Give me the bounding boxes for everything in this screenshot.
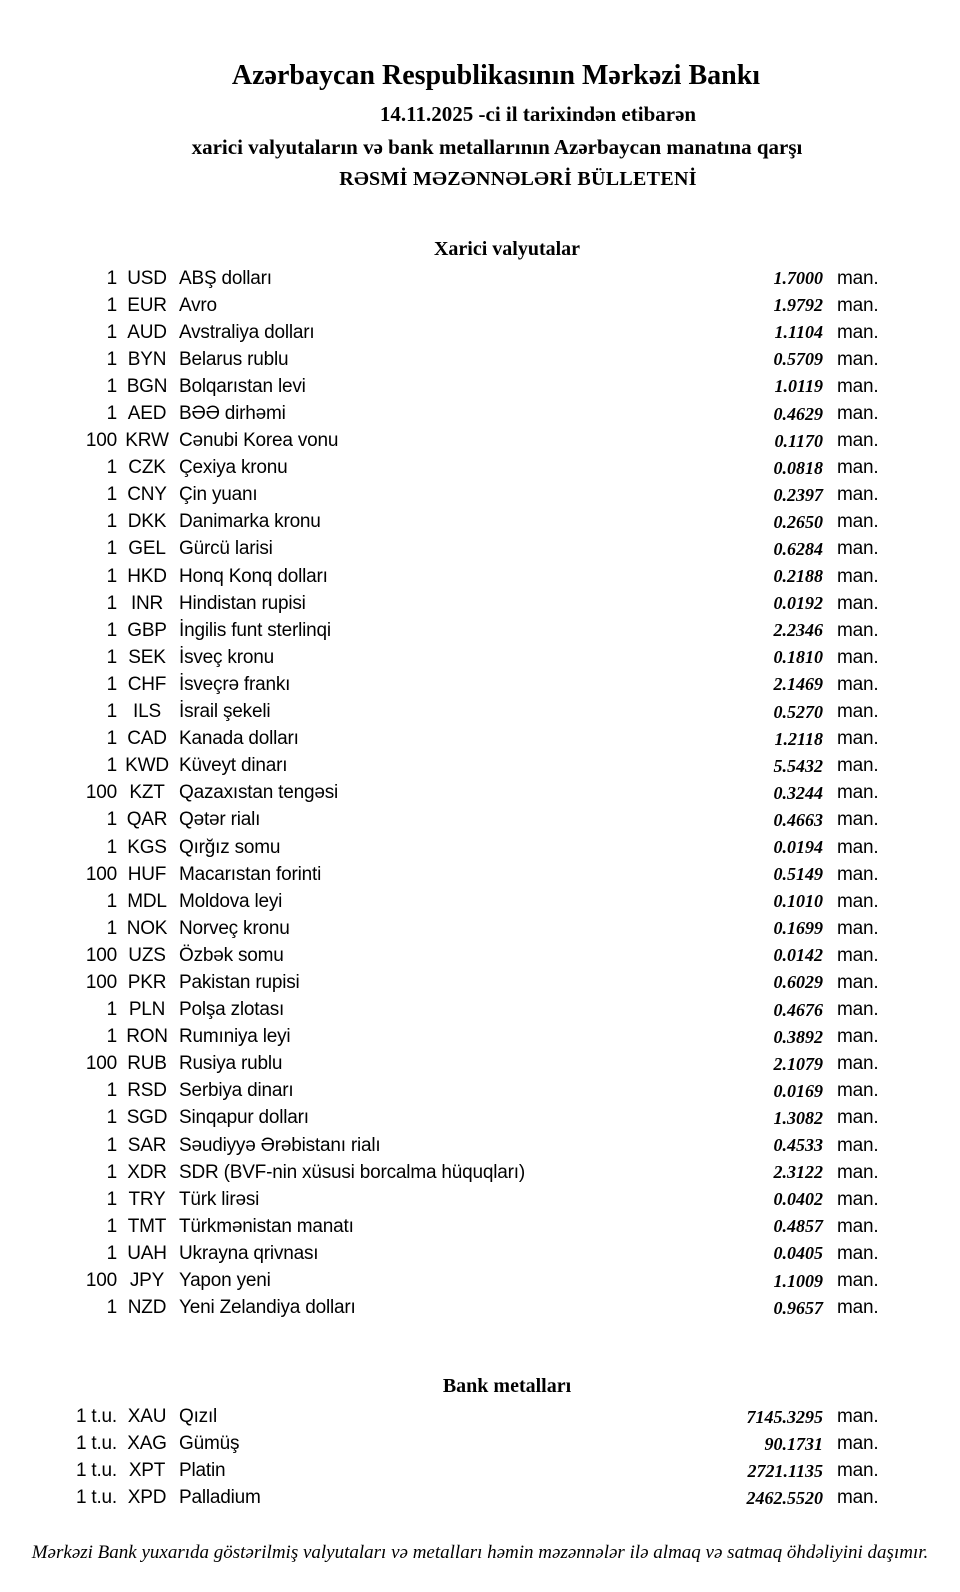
quantity-cell: 1 — [106, 375, 117, 397]
quantity-cell: 100 — [85, 863, 117, 885]
currency-row — [0, 1051, 887, 1078]
rate-cell: 0.5270 — [773, 701, 823, 722]
currency-code-cell: KZT — [129, 782, 165, 804]
currency-name-cell: İsveç kronu — [179, 646, 274, 668]
metals-table — [0, 1404, 887, 1512]
unit-label-cell: man. — [837, 971, 879, 993]
currency-code-cell: PKR — [127, 971, 167, 993]
currency-code-cell: SEK — [128, 646, 166, 668]
currency-row — [0, 699, 887, 726]
rate-cell: 1.0119 — [774, 376, 823, 397]
rate-cell: 2.2346 — [773, 620, 823, 641]
currency-row — [0, 726, 887, 753]
currency-code-cell: HKD — [127, 565, 167, 587]
currency-code-cell: XAU — [127, 1406, 167, 1428]
unit-label-cell: man. — [837, 755, 879, 777]
currency-code-cell: NZD — [127, 1297, 167, 1319]
currency-name-cell: Rusiya rublu — [179, 1053, 283, 1075]
rate-cell: 0.0169 — [773, 1080, 823, 1101]
rate-cell: 0.9657 — [773, 1297, 823, 1318]
currency-code-cell: AED — [127, 403, 167, 425]
currency-code-cell: RON — [126, 1026, 168, 1048]
currency-name-cell: Cənubi Korea vonu — [179, 430, 339, 452]
quantity-cell: 1 — [106, 1297, 117, 1319]
quantity-cell: 100 — [85, 1270, 117, 1292]
currency-row — [0, 780, 887, 807]
currency-name-cell: Gümüş — [179, 1433, 240, 1455]
unit-label-cell: man. — [837, 430, 879, 452]
quantity-cell: 1 — [106, 1188, 117, 1210]
unit-label-cell: man. — [837, 1406, 879, 1428]
currency-name-cell: Pakistan rupisi — [179, 971, 300, 993]
rate-cell: 2721.1135 — [747, 1460, 823, 1481]
currency-row — [0, 1105, 887, 1132]
rate-cell: 0.1170 — [774, 430, 823, 451]
quantity-cell: 1 — [106, 403, 117, 425]
currency-code-cell: TRY — [128, 1188, 166, 1210]
currency-name-cell: Ukrayna qrivnası — [179, 1242, 319, 1264]
quantity-cell: 1 — [106, 619, 117, 641]
rate-cell: 0.6284 — [773, 538, 823, 559]
currency-name-cell: Çin yuanı — [179, 484, 258, 506]
currency-row — [0, 265, 887, 292]
quantity-cell: 1 — [106, 1026, 117, 1048]
rate-cell: 0.0402 — [773, 1189, 823, 1210]
currency-row — [0, 482, 887, 509]
unit-label-cell: man. — [837, 1161, 879, 1183]
unit-label-cell: man. — [837, 809, 879, 831]
currency-row — [0, 1295, 887, 1322]
currency-name-cell: Türkmənistan manatı — [179, 1215, 354, 1237]
unit-label-cell: man. — [837, 1297, 879, 1319]
rate-cell: 90.1731 — [764, 1433, 823, 1454]
quantity-cell: 100 — [85, 782, 117, 804]
unit-label-cell: man. — [837, 863, 879, 885]
currency-row — [0, 617, 887, 644]
currency-code-cell: XPT — [128, 1460, 166, 1482]
unit-label-cell: man. — [837, 646, 879, 668]
quantity-cell: 1 — [106, 1242, 117, 1264]
currency-code-cell: USD — [127, 267, 167, 289]
currency-row — [0, 1159, 887, 1186]
subject-line: xarici valyutaların və bank metallarının Azərbaycan manatına qarşı — [191, 135, 803, 159]
rate-cell: 0.2650 — [773, 511, 823, 532]
currency-name-cell: Palladium — [179, 1487, 261, 1509]
quantity-cell: 1 — [106, 294, 117, 316]
quantity-cell: 1 — [106, 673, 117, 695]
rate-cell: 0.5149 — [773, 864, 823, 885]
rate-cell: 1.7000 — [773, 268, 823, 289]
quantity-cell: 1 — [106, 1107, 117, 1129]
unit-label-cell: man. — [837, 944, 879, 966]
rate-cell: 2462.5520 — [746, 1487, 823, 1508]
currency-code-cell: UAH — [127, 1242, 167, 1264]
rate-cell: 0.0405 — [773, 1243, 823, 1264]
quantity-cell: 1 t.u. — [75, 1487, 117, 1509]
rate-cell: 0.4533 — [773, 1135, 823, 1156]
currency-name-cell: İngilis funt sterlinqi — [179, 619, 331, 641]
quantity-cell: 1 — [106, 457, 117, 479]
rate-cell: 1.1009 — [773, 1270, 823, 1291]
currency-row — [0, 1186, 887, 1213]
unit-label-cell: man. — [837, 1433, 879, 1455]
currency-row — [0, 563, 887, 590]
currency-row — [0, 861, 887, 888]
currency-row — [0, 1132, 887, 1159]
rate-cell: 2.1469 — [773, 674, 823, 695]
currency-row — [0, 942, 887, 969]
quantity-cell: 1 t.u. — [75, 1406, 117, 1428]
currency-code-cell: KWD — [125, 755, 169, 777]
currency-code-cell: RUB — [127, 1053, 167, 1075]
currency-row — [0, 753, 887, 780]
currency-name-cell: Honq Konq dolları — [179, 565, 328, 587]
currency-name-cell: Platin — [179, 1460, 226, 1482]
quantity-cell: 100 — [85, 1053, 117, 1075]
unit-label-cell: man. — [837, 782, 879, 804]
rate-cell: 2.3122 — [773, 1162, 823, 1183]
currency-code-cell: RSD — [127, 1080, 167, 1102]
currency-code-cell: GBP — [127, 619, 167, 641]
currency-code-cell: CNY — [127, 484, 167, 506]
currency-row — [0, 590, 887, 617]
currencies-table — [0, 265, 887, 1322]
rate-cell: 0.4663 — [773, 809, 823, 830]
currency-name-cell: Hindistan rupisi — [179, 592, 306, 614]
rate-cell: 5.5432 — [773, 755, 823, 776]
currency-code-cell: PLN — [128, 999, 166, 1021]
currency-code-cell: CZK — [128, 457, 166, 479]
unit-label-cell: man. — [837, 1242, 879, 1264]
currency-name-cell: Kanada dolları — [179, 728, 299, 750]
currency-row — [0, 292, 887, 319]
rate-cell: 7145.3295 — [746, 1406, 823, 1427]
currency-name-cell: Danimarka kronu — [179, 511, 321, 533]
quantity-cell: 1 — [106, 701, 117, 723]
unit-label-cell: man. — [837, 375, 879, 397]
currency-name-cell: Avro — [179, 294, 217, 316]
currency-name-cell: Küveyt dinarı — [179, 755, 288, 777]
currency-name-cell: Moldova leyi — [179, 890, 283, 912]
rate-cell: 0.1810 — [773, 647, 823, 668]
currency-name-cell: BƏƏ dirhəmi — [179, 403, 286, 425]
unit-label-cell: man. — [837, 1188, 879, 1210]
quantity-cell: 1 — [106, 646, 117, 668]
currency-code-cell: CAD — [127, 728, 167, 750]
currency-code-cell: JPY — [129, 1270, 165, 1292]
currency-code-cell: MDL — [127, 890, 167, 912]
currency-name-cell: Səudiyyə Ərəbistanı rialı — [179, 1134, 381, 1156]
currency-code-cell: BYN — [127, 348, 167, 370]
currency-code-cell: ILS — [133, 701, 161, 723]
currency-name-cell: Qətər rialı — [179, 809, 261, 831]
unit-label-cell: man. — [837, 701, 879, 723]
unit-label-cell: man. — [837, 1460, 879, 1482]
rate-cell: 0.6029 — [773, 972, 823, 993]
currency-row — [0, 319, 887, 346]
unit-label-cell: man. — [837, 917, 879, 939]
currency-row — [0, 373, 887, 400]
currency-code-cell: HUF — [127, 863, 167, 885]
currency-code-cell: EUR — [127, 294, 167, 316]
currency-row — [0, 997, 887, 1024]
currency-name-cell: Özbək somu — [179, 944, 284, 966]
metal-row — [0, 1485, 887, 1512]
currency-code-cell: QAR — [126, 809, 168, 831]
currency-code-cell: TMT — [127, 1215, 167, 1237]
currency-row — [0, 1213, 887, 1240]
quantity-cell: 1 — [106, 836, 117, 858]
currency-name-cell: SDR (BVF-nin xüsusi borcalma hüquqları) — [179, 1161, 525, 1183]
quantity-cell: 1 t.u. — [75, 1460, 117, 1482]
rate-cell: 0.3892 — [773, 1026, 823, 1047]
quantity-cell: 1 — [106, 755, 117, 777]
currency-name-cell: Türk lirəsi — [179, 1188, 260, 1210]
currency-code-cell: BGN — [126, 375, 168, 397]
rate-cell: 0.1010 — [773, 891, 823, 912]
unit-label-cell: man. — [837, 1270, 879, 1292]
rate-cell: 2.1079 — [773, 1053, 823, 1074]
unit-label-cell: man. — [837, 267, 879, 289]
rate-cell: 0.0194 — [773, 837, 823, 858]
currency-row — [0, 644, 887, 671]
unit-label-cell: man. — [837, 294, 879, 316]
currency-name-cell: Macarıstan forinti — [179, 863, 322, 885]
unit-label-cell: man. — [837, 348, 879, 370]
quantity-cell: 1 — [106, 999, 117, 1021]
currency-name-cell: Yeni Zelandiya dolları — [179, 1297, 356, 1319]
currency-code-cell: UZS — [128, 944, 166, 966]
currency-row — [0, 834, 887, 861]
currency-name-cell: ABŞ dolları — [179, 267, 272, 289]
unit-label-cell: man. — [837, 457, 879, 479]
rate-cell: 0.2188 — [773, 566, 823, 587]
currency-row — [0, 1267, 887, 1294]
rate-cell: 1.1104 — [774, 322, 823, 343]
quantity-cell: 100 — [85, 944, 117, 966]
effective-date-line: 14.11.2025 -ci il tarixindən etibarən — [379, 102, 697, 126]
metal-row — [0, 1458, 887, 1485]
currency-row — [0, 915, 887, 942]
currency-row — [0, 536, 887, 563]
currency-code-cell: XDR — [127, 1161, 167, 1183]
rate-cell: 0.5709 — [773, 349, 823, 370]
unit-label-cell: man. — [837, 321, 879, 343]
rate-cell: 0.1699 — [773, 918, 823, 939]
currency-name-cell: Sinqapur dolları — [179, 1107, 309, 1129]
quantity-cell: 1 — [106, 1134, 117, 1156]
rate-cell: 1.9792 — [773, 295, 823, 316]
currency-code-cell: INR — [130, 592, 164, 614]
currency-row — [0, 1024, 887, 1051]
quantity-cell: 1 — [106, 321, 117, 343]
currency-code-cell: AUD — [127, 321, 167, 343]
currency-name-cell: Qızıl — [179, 1406, 218, 1428]
unit-label-cell: man. — [837, 484, 879, 506]
metal-row — [0, 1404, 887, 1431]
disclaimer-text: Mərkəzi Bank yuxarıda göstərilmiş valyutaları və metalları həmin məzənnələr ilə almaq və satmaq öhdəliyini daşımır. — [31, 1542, 929, 1564]
unit-label-cell: man. — [837, 1053, 879, 1075]
quantity-cell: 1 — [106, 917, 117, 939]
currency-code-cell: XAG — [127, 1433, 167, 1455]
bulletin-title: RƏSMİ MƏZƏNNƏLƏRİ BÜLLETENİ — [339, 168, 697, 190]
currency-code-cell: XPD — [127, 1487, 167, 1509]
unit-label-cell: man. — [837, 565, 879, 587]
quantity-cell: 1 — [106, 890, 117, 912]
quantity-cell: 1 — [106, 484, 117, 506]
currency-row — [0, 969, 887, 996]
unit-label-cell: man. — [837, 1134, 879, 1156]
currency-code-cell: KGS — [127, 836, 167, 858]
currency-name-cell: İsveçrə frankı — [179, 673, 291, 695]
currency-row — [0, 1240, 887, 1267]
currency-row — [0, 455, 887, 482]
currency-row — [0, 509, 887, 536]
unit-label-cell: man. — [837, 619, 879, 641]
unit-label-cell: man. — [837, 890, 879, 912]
currency-name-cell: Qırğız somu — [179, 836, 281, 858]
quantity-cell: 1 — [106, 809, 117, 831]
rate-cell: 0.0142 — [773, 945, 823, 966]
currency-row — [0, 428, 887, 455]
currency-name-cell: Yapon yeni — [179, 1270, 271, 1292]
quantity-cell: 1 — [106, 728, 117, 750]
currency-name-cell: Gürcü larisi — [179, 538, 273, 560]
unit-label-cell: man. — [837, 1215, 879, 1237]
currency-name-cell: Norveç kronu — [179, 917, 290, 939]
unit-label-cell: man. — [837, 836, 879, 858]
quantity-cell: 1 t.u. — [75, 1433, 117, 1455]
currency-code-cell: KRW — [125, 430, 169, 452]
page-title: Azərbaycan Respublikasının Mərkəzi Bankı — [231, 60, 761, 91]
unit-label-cell: man. — [837, 999, 879, 1021]
rate-cell: 0.4676 — [773, 999, 823, 1020]
rate-cell: 1.2118 — [774, 728, 823, 749]
currency-code-cell: SGD — [126, 1107, 168, 1129]
unit-label-cell: man. — [837, 1026, 879, 1048]
quantity-cell: 1 — [106, 1215, 117, 1237]
quantity-cell: 1 — [106, 267, 117, 289]
currency-code-cell: GEL — [128, 538, 166, 560]
currency-name-cell: Bolqarıstan levi — [179, 375, 306, 397]
quantity-cell: 1 — [106, 565, 117, 587]
currency-code-cell: CHF — [127, 673, 167, 695]
unit-label-cell: man. — [837, 511, 879, 533]
metal-row — [0, 1431, 887, 1458]
unit-label-cell: man. — [837, 1487, 879, 1509]
currency-code-cell: DKK — [127, 511, 167, 533]
metals-section-title: Bank metalları — [442, 1374, 572, 1397]
quantity-cell: 1 — [106, 511, 117, 533]
currency-row — [0, 346, 887, 373]
quantity-cell: 100 — [85, 971, 117, 993]
currency-row — [0, 807, 887, 834]
currency-row — [0, 671, 887, 698]
rate-cell: 0.3244 — [773, 782, 823, 803]
unit-label-cell: man. — [837, 673, 879, 695]
quantity-cell: 1 — [106, 348, 117, 370]
currency-row — [0, 400, 887, 427]
rate-cell: 0.4857 — [773, 1216, 823, 1237]
currency-row — [0, 888, 887, 915]
unit-label-cell: man. — [837, 538, 879, 560]
currency-name-cell: Çexiya kronu — [179, 457, 288, 479]
currency-name-cell: Qazaxıstan tengəsi — [179, 782, 339, 804]
rate-cell: 0.0192 — [773, 593, 823, 614]
rate-cell: 0.0818 — [773, 457, 823, 478]
quantity-cell: 100 — [85, 430, 117, 452]
rate-cell: 1.3082 — [773, 1107, 823, 1128]
currency-name-cell: Serbiya dinarı — [179, 1080, 294, 1102]
unit-label-cell: man. — [837, 592, 879, 614]
quantity-cell: 1 — [106, 1161, 117, 1183]
currency-name-cell: Polşa zlotası — [179, 999, 285, 1021]
currency-row — [0, 1078, 887, 1105]
unit-label-cell: man. — [837, 403, 879, 425]
quantity-cell: 1 — [106, 538, 117, 560]
currency-code-cell: NOK — [126, 917, 168, 939]
rate-cell: 0.2397 — [773, 484, 823, 505]
rate-cell: 0.4629 — [773, 403, 823, 424]
currency-name-cell: Avstraliya dolları — [179, 321, 315, 343]
quantity-cell: 1 — [106, 592, 117, 614]
unit-label-cell: man. — [837, 728, 879, 750]
currency-name-cell: Belarus rublu — [179, 348, 289, 370]
unit-label-cell: man. — [837, 1080, 879, 1102]
unit-label-cell: man. — [837, 1107, 879, 1129]
currency-name-cell: İsrail şekeli — [179, 701, 271, 723]
quantity-cell: 1 — [106, 1080, 117, 1102]
currency-name-cell: Rumıniya leyi — [179, 1026, 291, 1048]
currencies-section-title: Xarici valyutalar — [433, 238, 581, 260]
currency-code-cell: SAR — [127, 1134, 167, 1156]
